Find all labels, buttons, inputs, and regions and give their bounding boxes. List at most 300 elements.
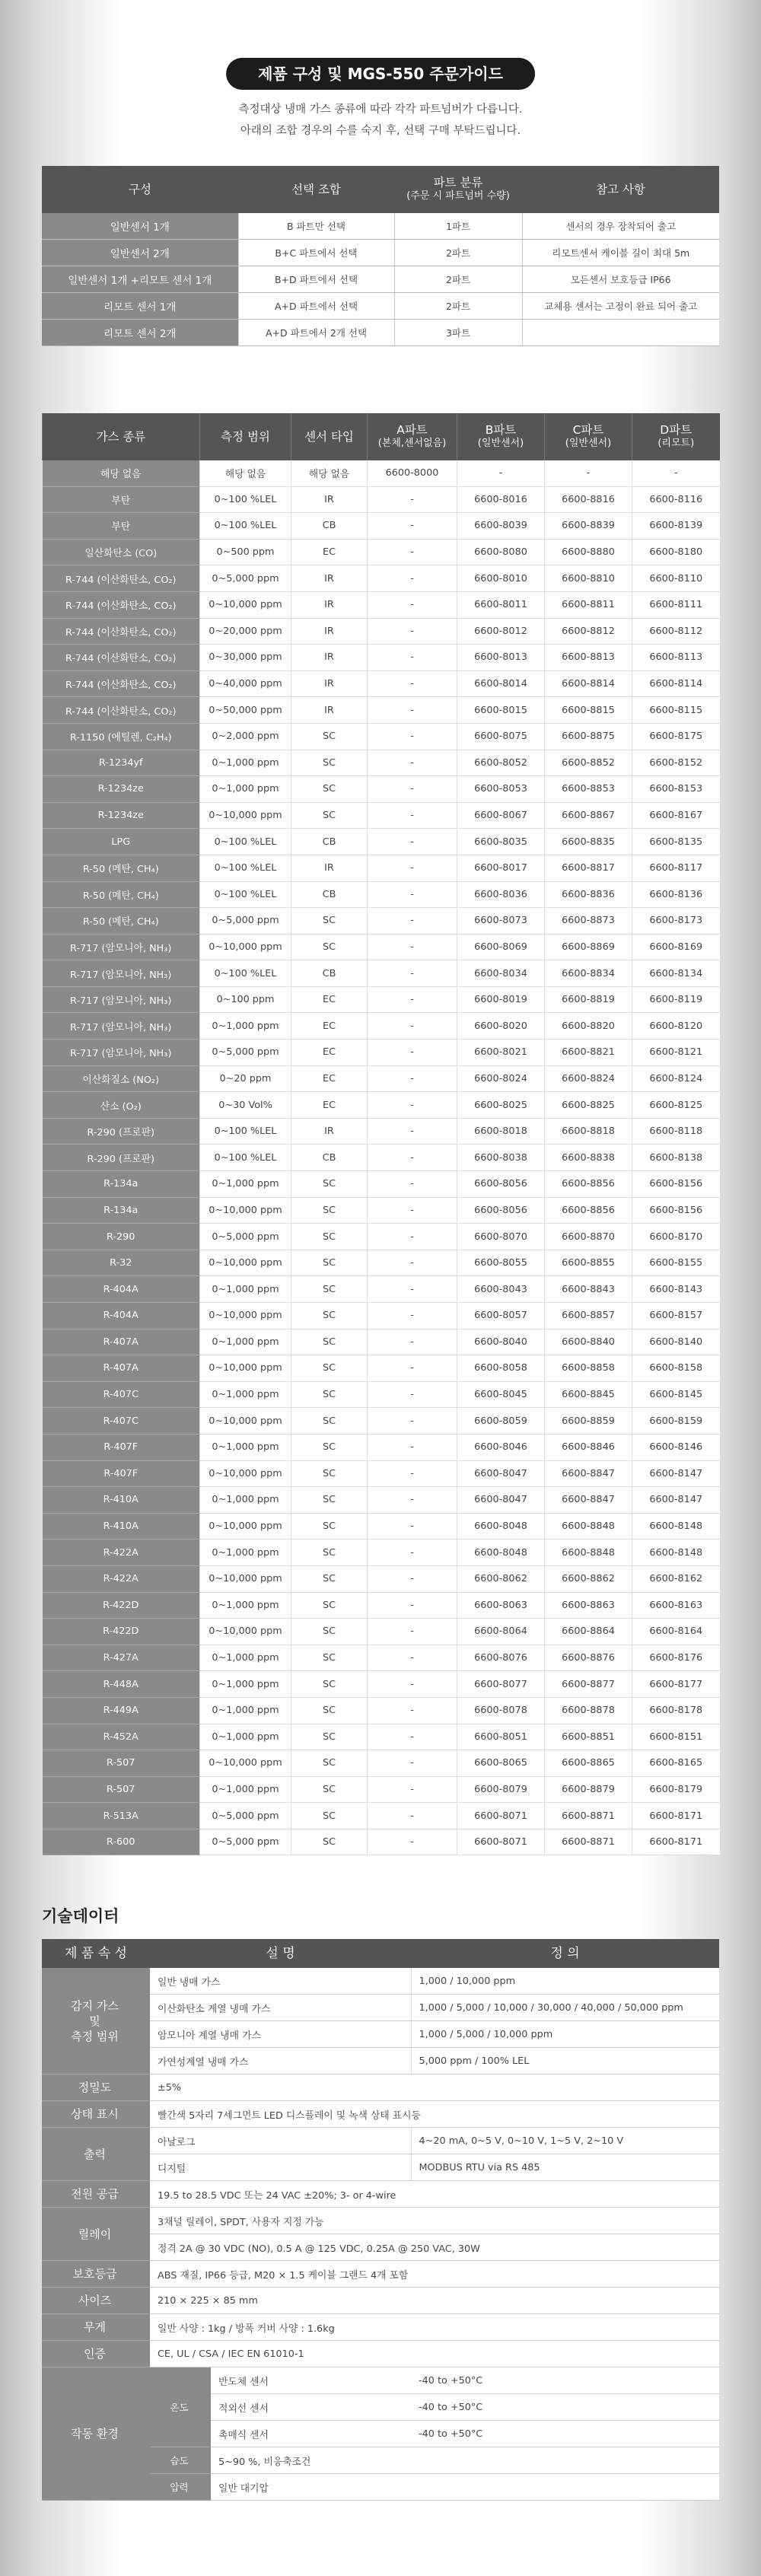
gas-cell: -	[368, 1619, 457, 1645]
gas-cell: 6600-8159	[632, 1408, 720, 1434]
gas-cell: -	[368, 829, 457, 855]
gas-name: R-717 (암모니아, NH₃)	[43, 1013, 200, 1040]
gas-cell: SC	[291, 1408, 368, 1434]
intro-text	[0, 99, 761, 142]
gas-cell: 0~100 %LEL	[200, 486, 291, 513]
gas-cell: 6600-8015	[457, 697, 545, 724]
tech-label-detect	[42, 1968, 150, 2074]
gas-name: R-717 (암모니아, NH₃)	[43, 934, 200, 960]
gas-cell: -	[368, 565, 457, 592]
config-cell: 2파트	[394, 293, 522, 320]
config-header-composition: 구성	[42, 166, 238, 213]
gas-cell: SC	[291, 1776, 368, 1803]
gas-cell: 6600-8819	[545, 986, 632, 1013]
gas-name: 부탄	[43, 513, 200, 540]
gas-cell: -	[368, 986, 457, 1013]
gas-row	[43, 565, 720, 592]
gas-cell: -	[368, 645, 457, 671]
gas-cell: SC	[291, 1513, 368, 1540]
gas-cell: 6600-8816	[545, 486, 632, 513]
gas-cell: 6600-8851	[545, 1724, 632, 1750]
gas-cell: 0~5,000 ppm	[200, 1829, 291, 1855]
gas-cell: IR	[291, 670, 368, 697]
tech-label-cert: 인증	[42, 2341, 150, 2367]
gas-cell: 0~20,000 ppm	[200, 618, 291, 645]
tech-value: 일반 대기압	[211, 2474, 719, 2501]
gas-cell: 6600-8019	[457, 986, 545, 1013]
gas-cell: 0~1,000 ppm	[200, 1697, 291, 1724]
gas-name: R-1234ze	[43, 802, 200, 829]
gas-cell: 6600-8847	[545, 1460, 632, 1487]
tech-label-power: 전원 공급	[42, 2181, 150, 2208]
gas-row	[43, 986, 720, 1013]
gas-cell: 6600-8171	[632, 1829, 720, 1855]
gas-cell: 6600-8871	[545, 1803, 632, 1829]
tech-value: 19.5 to 28.5 VDC 또는 24 VAC ±20%; 3- or 4-wire	[150, 2181, 719, 2208]
gas-cell: 6600-8063	[457, 1592, 545, 1619]
gas-cell: SC	[291, 1750, 368, 1777]
gas-row	[43, 1645, 720, 1671]
gas-cell: 6600-8847	[545, 1487, 632, 1514]
config-cell: 모든센서 보호등급 IP66	[522, 266, 719, 293]
header-sub: (일반센서)	[477, 438, 524, 449]
gas-cell: -	[368, 1829, 457, 1855]
gas-cell: 6600-8017	[457, 855, 545, 881]
gas-cell: -	[368, 750, 457, 776]
gas-cell: SC	[291, 1381, 368, 1408]
gas-name: R-449A	[43, 1697, 200, 1724]
gas-cell: 0~100 %LEL	[200, 960, 291, 987]
config-cell	[522, 320, 719, 346]
gas-row	[43, 1803, 720, 1829]
gas-row	[43, 1750, 720, 1777]
gas-cell: 6600-8069	[457, 934, 545, 960]
gas-cell: 6600-8162	[632, 1565, 720, 1592]
gas-name: R-407C	[43, 1381, 200, 1408]
gas-cell: 6600-8880	[545, 539, 632, 565]
gas-cell: -	[368, 802, 457, 829]
gas-cell: 6600-8173	[632, 908, 720, 935]
header-main: 파트 분류	[433, 176, 483, 189]
gas-row	[43, 1513, 720, 1540]
gas-cell: 6600-8121	[632, 1040, 720, 1066]
gas-cell: CB	[291, 513, 368, 540]
config-cell: 3파트	[394, 320, 522, 346]
gas-cell: 6600-8047	[457, 1487, 545, 1514]
gas-cell: 6600-8079	[457, 1776, 545, 1803]
gas-cell: SC	[291, 934, 368, 960]
config-cell: 센서의 경우 장착되어 출고	[522, 213, 719, 240]
gas-cell: 6600-8817	[545, 855, 632, 881]
gas-cell: 6600-8836	[545, 881, 632, 908]
gas-cell: 6600-8146	[632, 1434, 720, 1460]
gas-cell: 6600-8016	[457, 486, 545, 513]
gas-row	[43, 1092, 720, 1119]
gas-cell: 0~1,000 ppm	[200, 1276, 291, 1303]
gas-cell: -	[368, 1013, 457, 1040]
gas-cell: 6600-8848	[545, 1513, 632, 1540]
gas-name: R-50 (메탄, CH₄)	[43, 881, 200, 908]
config-row	[42, 240, 719, 266]
gas-cell: 6600-8171	[632, 1803, 720, 1829]
gas-cell: SC	[291, 1197, 368, 1224]
tech-desc: 일반 냉매 가스	[150, 1968, 411, 1995]
gas-name: R-407A	[43, 1329, 200, 1355]
gas-cell: IR	[291, 565, 368, 592]
gas-cell: 6600-8114	[632, 670, 720, 697]
config-row	[42, 213, 719, 240]
gas-header-a	[368, 413, 457, 460]
gas-name: R-404A	[43, 1303, 200, 1329]
gas-row	[43, 1065, 720, 1092]
config-cell: B+C 파트에서 선택	[238, 240, 394, 266]
gas-cell: 6600-8865	[545, 1750, 632, 1777]
gas-row	[43, 1250, 720, 1276]
tech-value: 정격 2A @ 30 VDC (NO), 0.5 A @ 125 VDC, 0.25A @ 250 VAC, 30W	[150, 2234, 719, 2261]
gas-cell: 6600-8151	[632, 1724, 720, 1750]
gas-cell: -	[368, 776, 457, 803]
config-header-combination: 선택 조합	[238, 166, 394, 213]
gas-cell: 6600-8046	[457, 1434, 545, 1460]
gas-cell: -	[368, 1329, 457, 1355]
gas-cell: 6600-8169	[632, 934, 720, 960]
label-line: 및	[89, 2014, 100, 2028]
gas-cell: 6600-8018	[457, 1118, 545, 1145]
gas-cell: 6600-8148	[632, 1513, 720, 1540]
gas-cell: 6600-8864	[545, 1619, 632, 1645]
gas-row	[43, 750, 720, 776]
header-main: C파트	[572, 423, 604, 437]
gas-cell: EC	[291, 986, 368, 1013]
gas-header-b	[457, 413, 545, 460]
gas-cell: 6600-8110	[632, 565, 720, 592]
gas-cell: SC	[291, 1355, 368, 1382]
gas-cell: 6600-8067	[457, 802, 545, 829]
gas-cell: 0~10,000 ppm	[200, 802, 291, 829]
gas-cell: SC	[291, 1329, 368, 1355]
gas-name: R-744 (이산화탄소, CO₂)	[43, 670, 200, 697]
gas-row	[43, 1171, 720, 1198]
gas-row	[43, 1619, 720, 1645]
gas-cell: -	[368, 1750, 457, 1777]
gas-cell: -	[368, 1224, 457, 1250]
config-row	[42, 320, 719, 346]
gas-name: 해당 없음	[43, 460, 200, 486]
gas-cell: -	[368, 1803, 457, 1829]
gas-cell: SC	[291, 1224, 368, 1250]
config-row-label: 일반센서 1개 +리모트 센서 1개	[42, 266, 238, 293]
gas-cell: 0~1,000 ppm	[200, 1434, 291, 1460]
config-row-label: 리모트 센서 1개	[42, 293, 238, 320]
gas-cell: 0~1,000 ppm	[200, 776, 291, 803]
gas-name: R-134a	[43, 1171, 200, 1198]
tech-desc: 촉매식 센서	[211, 2421, 411, 2447]
gas-name: R-744 (이산화탄소, CO₂)	[43, 645, 200, 671]
gas-cell: 6600-8820	[545, 1013, 632, 1040]
gas-name: 이산화질소 (NO₂)	[43, 1065, 200, 1092]
gas-cell: -	[368, 591, 457, 618]
gas-cell: 6600-8156	[632, 1197, 720, 1224]
gas-cell: 0~1,000 ppm	[200, 1671, 291, 1698]
gas-cell: 0~10,000 ppm	[200, 1250, 291, 1276]
gas-name: R-290 (프로판)	[43, 1118, 200, 1145]
gas-cell: -	[368, 1487, 457, 1514]
gas-cell: 0~1,000 ppm	[200, 1540, 291, 1566]
gas-cell: 6600-8867	[545, 802, 632, 829]
tech-value: -40 to +50°C	[411, 2394, 719, 2421]
gas-name: R-32	[43, 1250, 200, 1276]
gas-cell: 0~30,000 ppm	[200, 645, 291, 671]
gas-cell: 6600-8048	[457, 1540, 545, 1566]
gas-cell: 6600-8148	[632, 1540, 720, 1566]
gas-row	[43, 881, 720, 908]
gas-cell: 6600-8073	[457, 908, 545, 935]
gas-row	[43, 776, 720, 803]
gas-cell: -	[368, 1645, 457, 1671]
gas-cell: 6600-8165	[632, 1750, 720, 1777]
tech-header-property: 제 품 속 성	[42, 1939, 150, 1968]
gas-cell: 0~1,000 ppm	[200, 1013, 291, 1040]
gas-cell: -	[368, 1776, 457, 1803]
gas-row	[43, 1724, 720, 1750]
gas-cell: -	[368, 486, 457, 513]
gas-name: R-507	[43, 1750, 200, 1777]
gas-cell: -	[368, 881, 457, 908]
gas-cell: 6600-8013	[457, 645, 545, 671]
gas-cell: 0~2,000 ppm	[200, 723, 291, 750]
gas-cell: 6600-8119	[632, 986, 720, 1013]
gas-cell: 6600-8145	[632, 1381, 720, 1408]
gas-cell: 6600-8113	[632, 645, 720, 671]
gas-row	[43, 723, 720, 750]
gas-cell: 0~100 %LEL	[200, 1145, 291, 1171]
gas-cell: 6600-8143	[632, 1276, 720, 1303]
gas-cell: 6600-8120	[632, 1013, 720, 1040]
gas-cell: 6600-8038	[457, 1145, 545, 1171]
gas-name: R-717 (암모니아, NH₃)	[43, 1040, 200, 1066]
gas-cell: 6600-8814	[545, 670, 632, 697]
gas-cell: 6600-8147	[632, 1460, 720, 1487]
gas-cell: 0~1,000 ppm	[200, 1592, 291, 1619]
gas-cell: 0~5,000 ppm	[200, 1224, 291, 1250]
gas-cell: -	[368, 1434, 457, 1460]
gas-cell: 6600-8055	[457, 1250, 545, 1276]
gas-cell: 6600-8834	[545, 960, 632, 987]
gas-cell: -	[368, 1460, 457, 1487]
gas-cell: 6600-8071	[457, 1829, 545, 1855]
gas-cell: -	[368, 1540, 457, 1566]
tech-value: 5,000 ppm / 100% LEL	[411, 2048, 719, 2074]
gas-cell: 0~30 Vol%	[200, 1092, 291, 1119]
gas-row	[43, 645, 720, 671]
gas-row	[43, 1145, 720, 1171]
gas-cell: 6600-8077	[457, 1671, 545, 1698]
gas-cell: 6600-8048	[457, 1513, 545, 1540]
gas-cell: 0~10,000 ppm	[200, 1513, 291, 1540]
gas-cell: CB	[291, 829, 368, 855]
gas-row	[43, 960, 720, 987]
tech-value: 210 × 225 × 85 mm	[150, 2288, 719, 2314]
config-cell: 리모트센서 케이블 길이 최대 5m	[522, 240, 719, 266]
gas-cell: 6600-8040	[457, 1329, 545, 1355]
gas-row	[43, 1460, 720, 1487]
gas-cell: 6600-8856	[545, 1197, 632, 1224]
gas-row	[43, 1434, 720, 1460]
gas-row	[43, 1829, 720, 1855]
tech-value: MODBUS RTU via RS 485	[411, 2154, 719, 2181]
gas-cell: -	[368, 1724, 457, 1750]
gas-cell: 6600-8821	[545, 1040, 632, 1066]
gas-cell: 6600-8025	[457, 1092, 545, 1119]
tech-label-display: 상태 표시	[42, 2101, 150, 2128]
gas-table	[42, 413, 720, 1855]
gas-cell: -	[368, 539, 457, 565]
gas-cell: 6600-8170	[632, 1224, 720, 1250]
gas-header-type: 가스 종류	[43, 413, 200, 460]
gas-row	[43, 1013, 720, 1040]
gas-cell: 6600-8879	[545, 1776, 632, 1803]
gas-cell: 0~10,000 ppm	[200, 1750, 291, 1777]
gas-cell: 0~100 %LEL	[200, 513, 291, 540]
gas-cell: 6600-8824	[545, 1065, 632, 1092]
gas-row	[43, 1329, 720, 1355]
tech-sub-temp: 온도	[150, 2367, 211, 2447]
gas-cell: 6600-8810	[545, 565, 632, 592]
gas-cell: 6600-8058	[457, 1355, 545, 1382]
gas-name: R-427A	[43, 1645, 200, 1671]
gas-cell: 0~10,000 ppm	[200, 1460, 291, 1487]
gas-cell: 0~10,000 ppm	[200, 591, 291, 618]
gas-cell: 0~1,000 ppm	[200, 1724, 291, 1750]
tech-desc: 아날로그	[150, 2128, 411, 2154]
gas-cell: -	[368, 855, 457, 881]
gas-cell: 6600-8153	[632, 776, 720, 803]
gas-cell: 6600-8875	[545, 723, 632, 750]
gas-cell: 6600-8010	[457, 565, 545, 592]
tech-value: -40 to +50°C	[411, 2421, 719, 2447]
gas-cell: 6600-8846	[545, 1434, 632, 1460]
gas-cell: 0~1,000 ppm	[200, 1645, 291, 1671]
gas-cell: 6600-8863	[545, 1592, 632, 1619]
gas-name: R-422A	[43, 1540, 200, 1566]
gas-cell: 6600-8021	[457, 1040, 545, 1066]
gas-cell: 6600-8155	[632, 1250, 720, 1276]
gas-cell: SC	[291, 1619, 368, 1645]
gas-row	[43, 1197, 720, 1224]
gas-cell: 6600-8075	[457, 723, 545, 750]
gas-cell: 6600-8125	[632, 1092, 720, 1119]
gas-name: R-50 (메탄, CH₄)	[43, 855, 200, 881]
gas-cell: 6600-8853	[545, 776, 632, 803]
gas-cell: 0~5,000 ppm	[200, 908, 291, 935]
gas-cell: 0~5,000 ppm	[200, 1803, 291, 1829]
gas-cell: 6600-8045	[457, 1381, 545, 1408]
header-main: D파트	[660, 423, 693, 437]
gas-cell: SC	[291, 1540, 368, 1566]
gas-name: R-422A	[43, 1565, 200, 1592]
gas-cell: 0~10,000 ppm	[200, 1197, 291, 1224]
gas-cell: -	[368, 1197, 457, 1224]
config-cell: B 파트만 선택	[238, 213, 394, 240]
gas-cell: 6600-8839	[545, 513, 632, 540]
gas-header-d	[632, 413, 720, 460]
tech-desc: 암모니아 계열 냉매 가스	[150, 2021, 411, 2048]
gas-name: R-744 (이산화탄소, CO₂)	[43, 565, 200, 592]
gas-cell: 6600-8177	[632, 1671, 720, 1698]
tech-value: CE, UL / CSA / IEC EN 61010-1	[150, 2341, 719, 2367]
gas-cell: 6600-8840	[545, 1329, 632, 1355]
header-sub: (본체,센서없음)	[377, 438, 447, 449]
tech-label-size: 사이즈	[42, 2288, 150, 2314]
gas-row	[43, 1487, 720, 1514]
gas-cell: 6600-8180	[632, 539, 720, 565]
gas-cell: IR	[291, 855, 368, 881]
gas-name: R-717 (암모니아, NH₃)	[43, 986, 200, 1013]
gas-cell: SC	[291, 1671, 368, 1698]
gas-cell: 6600-8175	[632, 723, 720, 750]
gas-cell: -	[368, 908, 457, 935]
gas-name: R-744 (이산화탄소, CO₂)	[43, 618, 200, 645]
tech-label-relay: 릴레이	[42, 2208, 150, 2261]
gas-cell: CB	[291, 1145, 368, 1171]
tech-desc: 디지털	[150, 2154, 411, 2181]
gas-cell: -	[368, 960, 457, 987]
config-cell: 2파트	[394, 266, 522, 293]
gas-cell: 0~100 %LEL	[200, 881, 291, 908]
header-sub: (주문 시 파트넘버 수량)	[406, 190, 510, 202]
gas-cell: -	[632, 460, 720, 486]
gas-cell: -	[368, 1513, 457, 1540]
config-cell: A+D 파트에서 2개 선택	[238, 320, 394, 346]
gas-cell: -	[368, 1592, 457, 1619]
gas-cell: 6600-8139	[632, 513, 720, 540]
gas-cell: EC	[291, 1065, 368, 1092]
gas-cell: 6600-8134	[632, 960, 720, 987]
gas-cell: 6600-8065	[457, 1750, 545, 1777]
config-row	[42, 266, 719, 293]
gas-cell: 0~10,000 ppm	[200, 934, 291, 960]
gas-header-range: 측정 범위	[200, 413, 291, 460]
gas-cell: 6600-8124	[632, 1065, 720, 1092]
gas-cell: -	[368, 1065, 457, 1092]
gas-row	[43, 1224, 720, 1250]
gas-cell: -	[368, 697, 457, 724]
gas-cell: -	[545, 460, 632, 486]
gas-cell: 6600-8138	[632, 1145, 720, 1171]
gas-cell: -	[368, 1303, 457, 1329]
tech-desc: 이산화탄소 계열 냉매 가스	[150, 1995, 411, 2021]
gas-cell: -	[368, 670, 457, 697]
gas-cell: SC	[291, 776, 368, 803]
gas-name: R-134a	[43, 1197, 200, 1224]
config-row-label: 리모트 센서 2개	[42, 320, 238, 346]
gas-cell: -	[368, 1565, 457, 1592]
gas-cell: -	[368, 934, 457, 960]
gas-row	[43, 1592, 720, 1619]
config-row-label: 일반센서 2개	[42, 240, 238, 266]
gas-cell: 6600-8071	[457, 1803, 545, 1829]
tech-desc: 가연성계열 냉매 가스	[150, 2048, 411, 2074]
gas-cell: 6600-8859	[545, 1408, 632, 1434]
gas-cell: 6600-8014	[457, 670, 545, 697]
gas-cell: EC	[291, 539, 368, 565]
gas-row	[43, 618, 720, 645]
gas-cell: 6600-8118	[632, 1118, 720, 1145]
gas-cell: SC	[291, 1487, 368, 1514]
gas-cell: 0~1,000 ppm	[200, 1329, 291, 1355]
gas-name: R-1234yf	[43, 750, 200, 776]
gas-name: R-407A	[43, 1355, 200, 1382]
